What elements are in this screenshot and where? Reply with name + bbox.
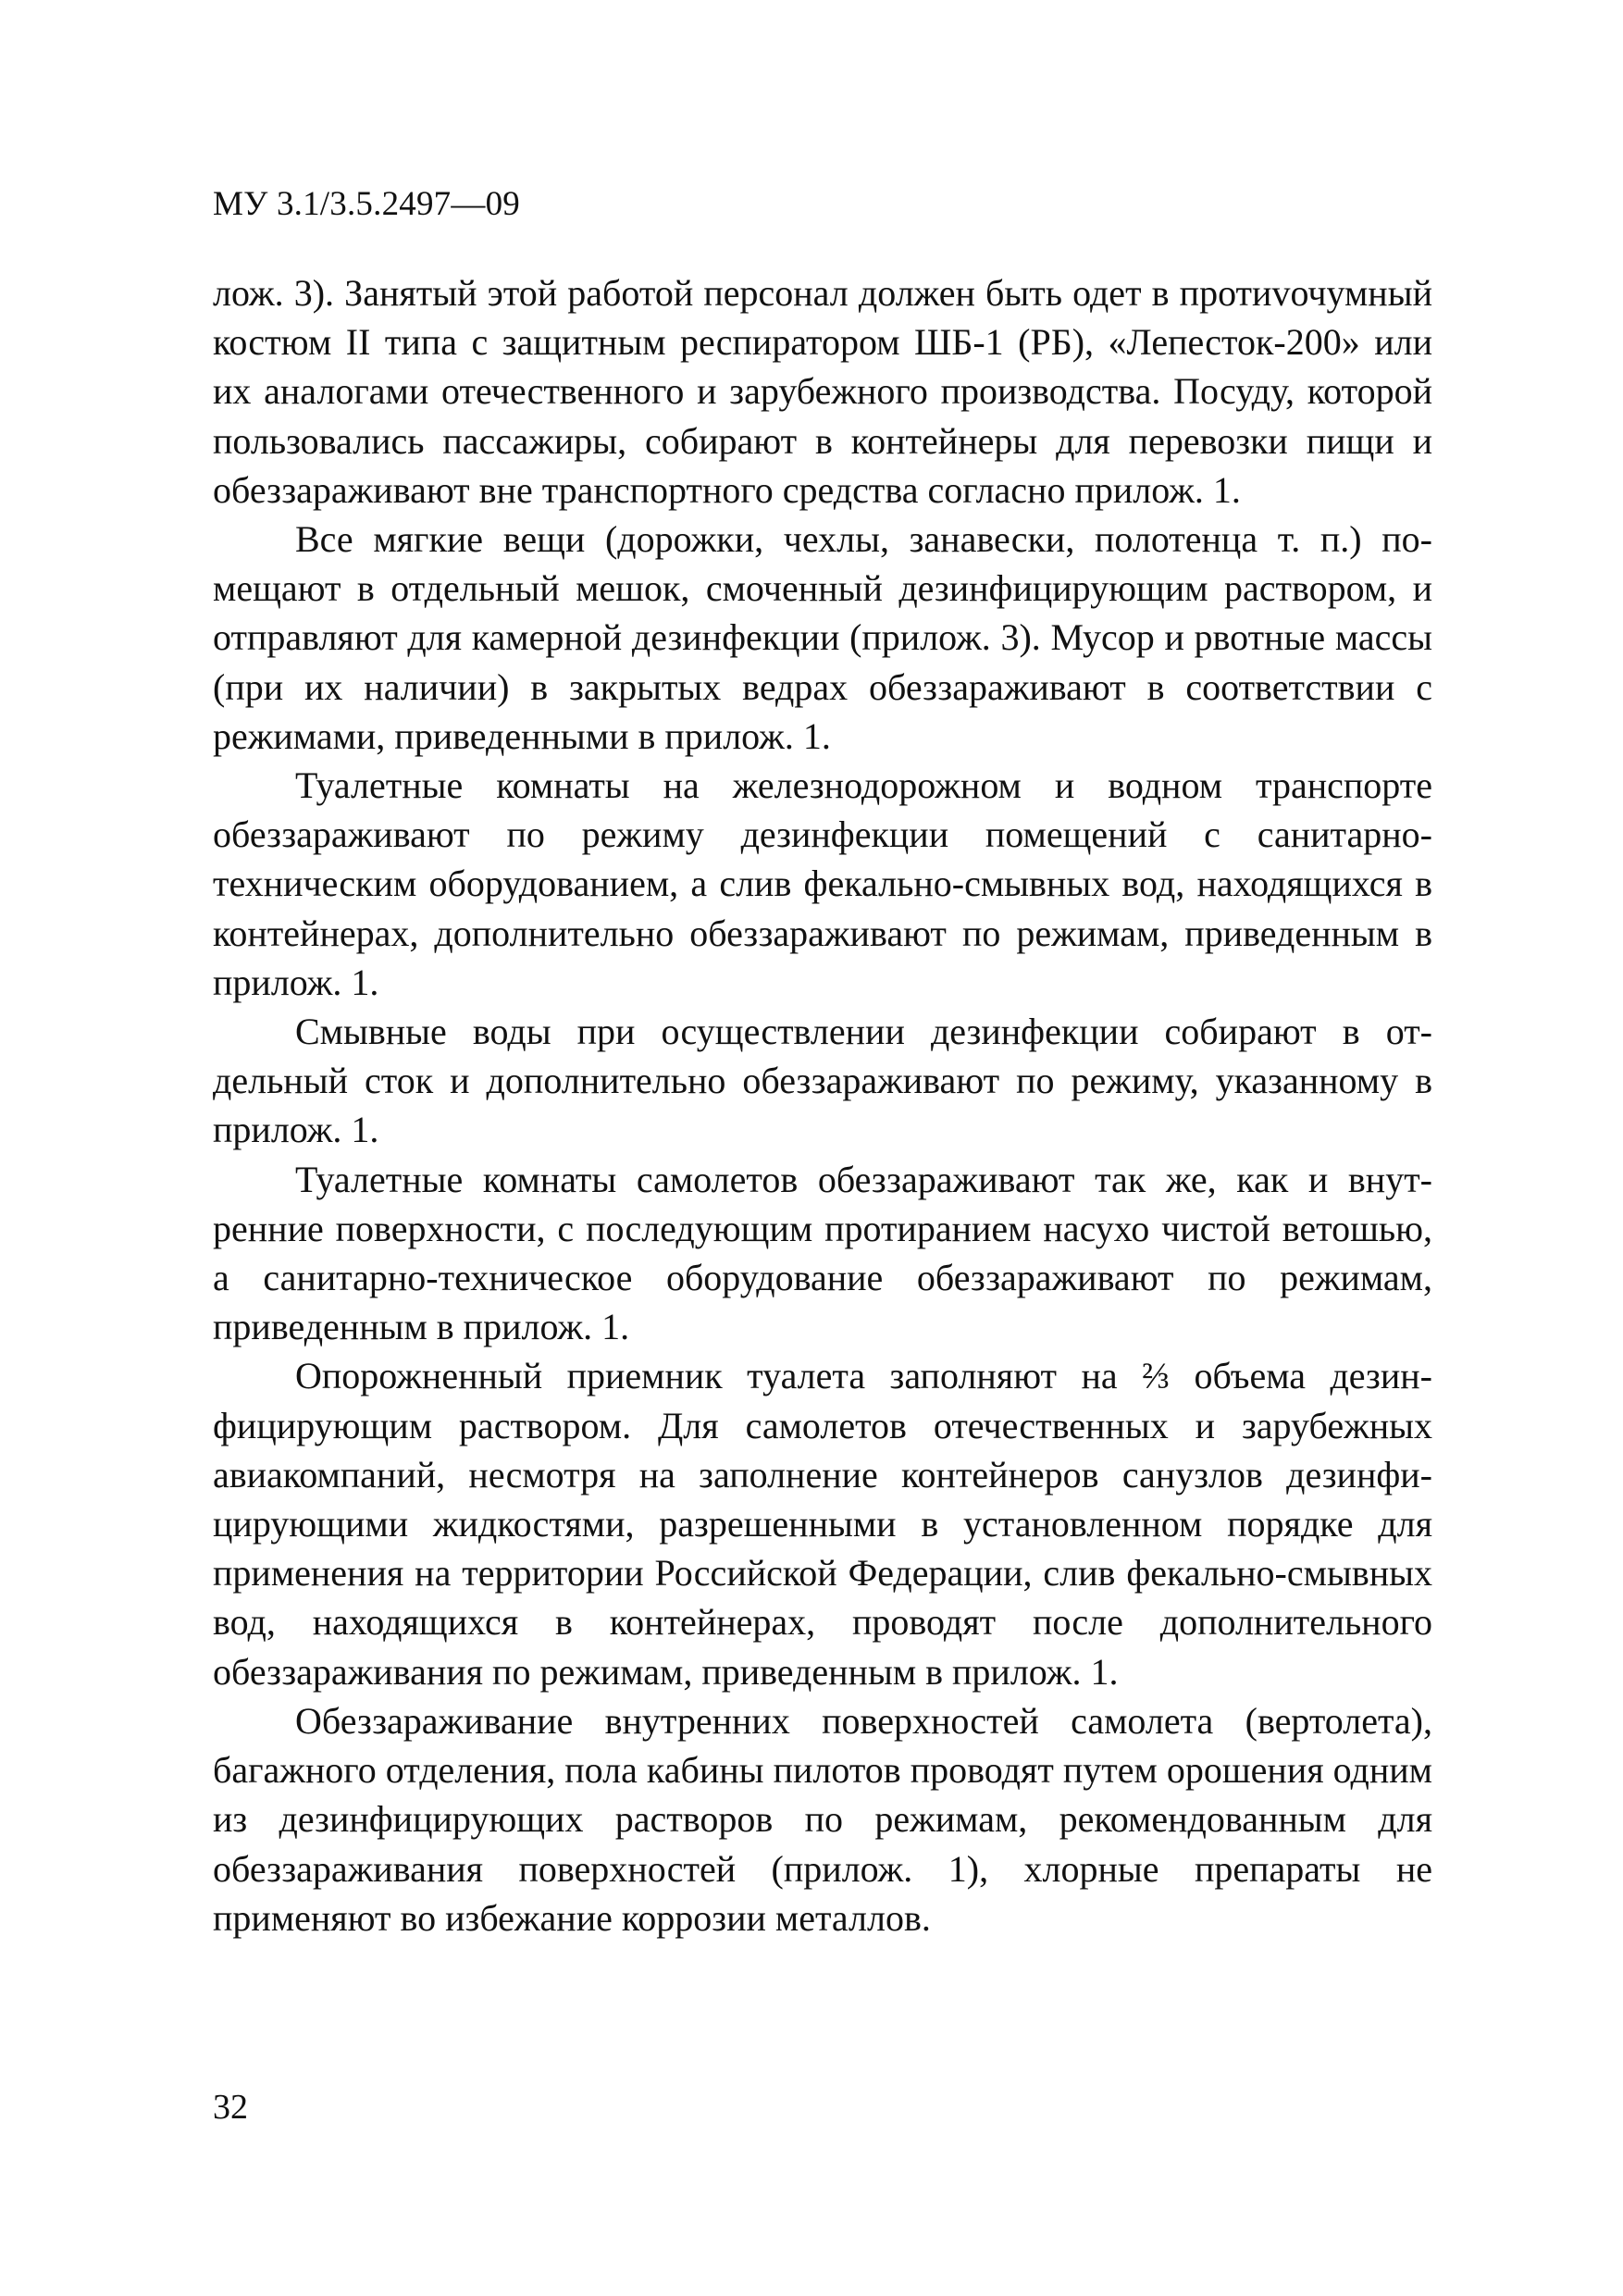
paragraph-continuation: лож. 3). Занятый этой работой персонал должен быть одет в протиvочумный костюм II типа с защитным респиратором ШБ-1 (РБ), «Лепесток-200» или их аналогами отечественного и зарубежного производства. Посуду, которой пользовались пассажиры, собирают в контейнеры для перевозки пищи и обеззараживают вне транспортного средства согласно прилож. 1. (213, 272, 1432, 511)
paragraph-soft-items: Все мягкие вещи (дорожки, чехлы, занавески, полотенца т. п.) помещают в отдельный мешок, смоченный дезинфицирующим раствором, и отправляют для камерной дезинфекции (прилож. 3). Мусор и рвотные массы (при их наличии) в закрытых ведрах обеззараживают в соответствии с режимами, приведенными в прилож. 1. (213, 518, 1432, 757)
running-header: МУ 3.1/3.5.2497—09 (213, 185, 520, 223)
paragraph-aircraft-surfaces: Обеззараживание внутренних поверхностей самолета (вертолета), багажного отделения, пола кабины пилотов проводят путем орошения одним из дезинфицирующих растворов по режимам, рекомендованным для обеззараживания поверхностей (прилож. 1), хлорные препараты не применяют во избежание коррозии металлов. (213, 1699, 1432, 1939)
page-number: 32 (213, 2088, 248, 2127)
paragraph-toilets-rail-water: Туалетные комнаты на железнодорожном и водном транспорте обеззараживают по режиму дезинфекции помещений с санитарно-техническим оборудованием, а слив фекально-смывных вод, находящихся в контейнерах, дополнительно обеззараживают по режимам, приведенным в прилож. 1. (213, 764, 1432, 1003)
body-text (213, 268, 1432, 1942)
paragraph-aircraft-toilets: Туалетные комнаты самолетов обеззараживают так же, как и внутренние поверхности, с последующим протиранием насухо чистой ветошью, а санитарно-техническое оборудование обеззараживают по режимам, приведенным в прилож. 1. (213, 1158, 1432, 1348)
paragraph-toilet-receiver: Опорожненный приемник туалета заполняют на ⅔ объема дезинфицирующим раствором. Для самолетов отечественных и зарубежных авиакомпаний, несмотря на заполнение контейнеров санузлов дезинфицирующими жидкостями, разрешенными в установленном порядке для применения на территории Российской Федерации, слив фекально-смывных вод, находящихся в контейнерах, проводят после дополнительного обеззараживания по режимам, приведенным в прилож. 1. (213, 1355, 1432, 1693)
paragraph-rinse-water: Смывные воды при осуществлении дезинфекции собирают в отдельный сток и дополнительно обеззараживают по режиму, указанному в прилож. 1. (213, 1011, 1432, 1151)
